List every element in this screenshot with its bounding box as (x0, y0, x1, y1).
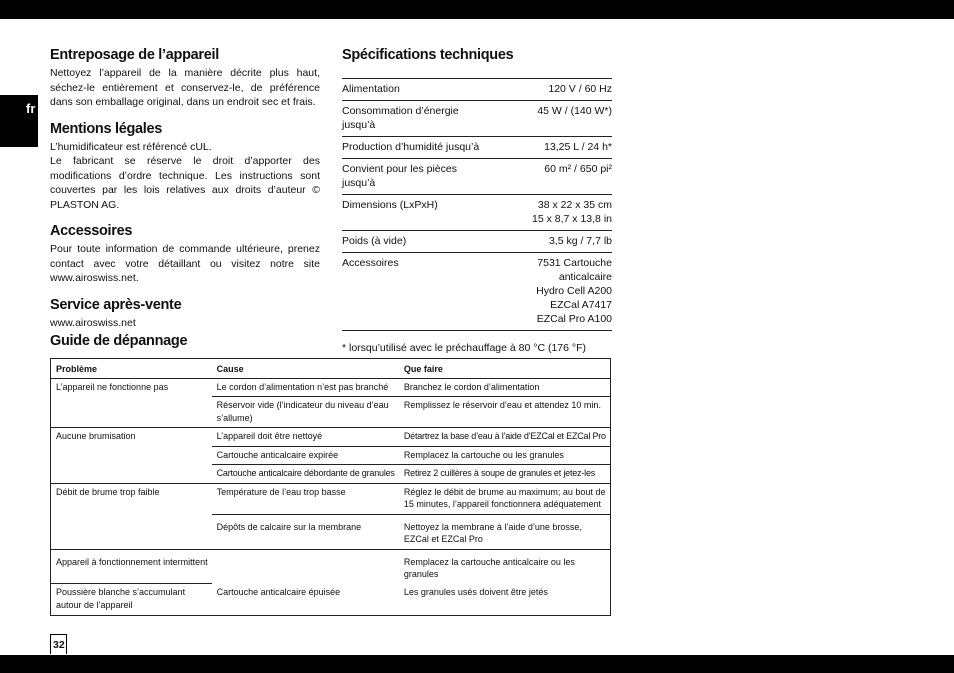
spec-label: Accessoires (342, 253, 488, 331)
spec-row (342, 253, 612, 331)
spec-value: 60 m² / 650 pi² (488, 159, 612, 195)
accessories-text: Pour toute information de commande ultérieure, prenez contact avec votre détaillant ou visitez notre site www.airoswiss.net. (50, 243, 320, 284)
spec-value-line: Hydro Cell A200 (536, 285, 612, 297)
service-section (50, 296, 320, 331)
legal-section (50, 120, 320, 213)
table-row (51, 428, 611, 447)
spec-row (342, 231, 612, 253)
cause-cell: Réservoir vide (l’indicateur du niveau d’eau s’allume) (212, 397, 399, 428)
cause-cell: Cartouche anticalcaire expirée (212, 446, 399, 465)
cause-cell: Cartouche anticalcaire débordante de granules (212, 465, 399, 484)
specs-table (342, 78, 612, 331)
page-number: 32 (50, 634, 67, 654)
header-problem: Problème (56, 364, 98, 374)
service-heading: Service après-vente (50, 296, 182, 313)
problem-cell: Débit de brume trop faible (51, 483, 212, 549)
spec-label: Alimentation (342, 79, 488, 101)
troubleshooting-heading: Guide de dépannage (50, 333, 188, 349)
spec-value: 120 V / 60 Hz (488, 79, 612, 101)
table-row (51, 483, 611, 514)
action-cell: Remplissez le réservoir d’eau et attendez 10 min. (399, 397, 611, 428)
spec-row (342, 137, 612, 159)
spec-value: 45 W / (140 W*) (488, 101, 612, 137)
spec-value (488, 253, 612, 331)
bottom-black-bar (0, 655, 954, 673)
action-cell: Nettoyez la membrane à l’aide d’une brosse, EZCal et EZCal Pro (399, 514, 611, 549)
troubleshooting-table (50, 358, 611, 616)
cause-cell: Température de l’eau trop basse (212, 483, 399, 514)
spec-value (488, 195, 612, 231)
spec-label: Poids (à vide) (342, 231, 488, 253)
action-cell: Les granules usés doivent être jetés (403, 586, 548, 597)
cause-cell: Cartouche anticalcaire épuisée (216, 586, 341, 597)
spec-value-line: 15 x 8,7 x 13,8 in (532, 213, 612, 225)
table-row (51, 549, 611, 584)
specs-footnote: * lorsqu’utilisé avec le préchauffage à 80 °C (176 °F) (342, 342, 587, 354)
header-action: Que faire (403, 364, 443, 374)
spec-value: 3,5 kg / 7,7 lb (488, 231, 612, 253)
spec-row (342, 159, 612, 195)
right-column (342, 46, 612, 354)
legal-text-1: L’humidificateur est référencé cUL. (50, 140, 212, 153)
legal-heading: Mentions légales (50, 120, 163, 137)
problem-cell: Appareil à fonctionnement intermittent (51, 549, 212, 584)
action-cell: Détartrez la base d’eau à l’aide d’EZCal et EZCal Pro (399, 428, 611, 447)
cause-cell (212, 549, 399, 584)
problem-cell: Poussière blanche s’accumulant autour de l’appareil (51, 584, 212, 616)
spec-value-line: EZCal A7417 (550, 299, 612, 311)
service-text: www.airoswiss.net (50, 316, 136, 329)
spec-label: Dimensions (LxPxH) (342, 195, 488, 231)
accessories-section (50, 222, 320, 286)
header-cause: Cause (216, 364, 244, 374)
spec-row (342, 101, 612, 137)
cause-cell: Dépôts de calcaire sur la membrane (212, 514, 399, 549)
problem-cell: L’appareil ne fonctionne pas (51, 378, 212, 428)
action-cell: Branchez le cordon d’alimentation (399, 378, 611, 397)
cause-cell: L’appareil doit être nettoyé (212, 428, 399, 447)
spec-label: Consommation d’énergie jusqu’à (342, 101, 488, 137)
spec-value: 13,25 L / 24 h* (488, 137, 612, 159)
table-row (51, 378, 611, 397)
table-header-row (51, 359, 611, 379)
action-cell: Retirez 2 cuillères à soupe de granules et jetez-les (399, 465, 611, 484)
spec-value-line: 7531 Cartouche anticalcaire (537, 257, 612, 283)
spec-value-line: EZCal Pro A100 (536, 313, 612, 325)
spec-row (342, 79, 612, 101)
language-tab: fr (0, 95, 38, 147)
action-cell: Réglez le débit de brume au maximum; au bout de 15 minutes, l’appareil fonctionnera adéquatement (399, 483, 611, 514)
cause-cell: Le cordon d’alimentation n’est pas branché (212, 378, 399, 397)
storage-text: Nettoyez l’appareil de la manière décrite plus haut, séchez-le entièrement et conservez-le, de préférence dans son emballage original, dans un endroit sec et frais. (50, 67, 320, 108)
legal-text-2: Le fabricant se réserve le droit d’apporter des modifications d’ordre technique. Les instructions sont couvertes par les lois relatives aux droits d’auteur © PLASTON AG. (50, 155, 320, 211)
spec-value-line: 38 x 22 x 35 cm (537, 199, 612, 211)
specs-heading: Spécifications techniques (342, 47, 514, 63)
spec-label: Convient pour les pièces jusqu’à (342, 159, 488, 195)
table-row (51, 584, 611, 616)
spec-label: Production d’humidité jusqu’à (342, 137, 488, 159)
action-cell: Remplacez la cartouche ou les granules (399, 446, 611, 465)
storage-heading: Entreposage de l’appareil (50, 47, 219, 63)
storage-section (50, 46, 320, 110)
problem-cell: Aucune brumisation (51, 428, 212, 484)
action-cell: Remplacez la cartouche anticalcaire ou les granules (399, 549, 611, 584)
accessories-heading: Accessoires (50, 223, 133, 239)
top-black-bar (0, 0, 954, 19)
spec-row (342, 195, 612, 231)
left-column (50, 46, 320, 340)
